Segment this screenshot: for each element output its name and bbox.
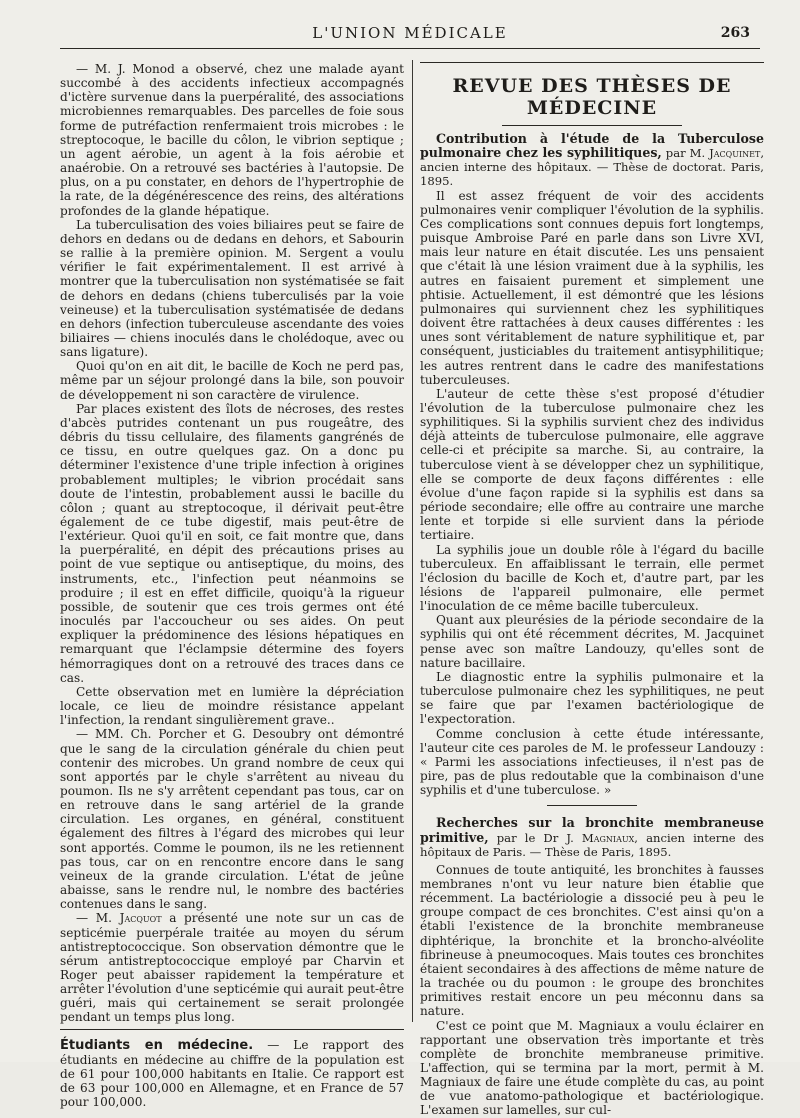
left-column [60, 62, 405, 1110]
jacquot-paragraph: — M. Jacquot a présenté une note sur un cas de septicémie puerpérale traitée au moyen du sérum antistreptococcique. Son observation démontre que le sérum antistreptococcique employé par Charvin et Roger peut abaisser rapidement la température et arrêter l'évolution d'une septicémie qui aurait peut-être guéri, mais qui certainement se serait prolongée pendant un temps plus long. [60, 911, 405, 1025]
article-2-title: Recherches sur la bronchite membraneuse primitive, [420, 815, 764, 845]
tuberculisation-paragraph: La tuberculisation des voies biliaires peut se faire de dehors en dedans ou de dedans en dehors, et Sabourin se rallie à la première opinion. M. Sergent a voulu vérifier le fait expérimentalement. Il est arrivé à montrer que la tuberculisation non systématisée se fait de dehors en dedans (chiens tuberculisés par la voie veineuse) et la tuberculisation systématisée de dedans en dehors (infection tuberculeuse ascendante des voies biliaires — chiens inoculés dans le cholédoque, avec ou sans ligature). [60, 217, 404, 360]
column-divider [412, 60, 413, 1022]
students-title: Étudiants en médecine. [60, 1037, 254, 1053]
monod-paragraph: — M. J. Monod a observé, chez une malade ayant succombé à des accidents infectieux accompagnés d'ictère survenue dans la puerpéralité, des associations microbiennes remarquables. Des parcelles de foie sous forme de putréfaction renfermaient trois microbes : le streptocoque, le bacille du côlon, le vibrion septique ; un agent aérobie, un agent à la fois aérobie et anaérobie. On a retrouvé ses bactéries à l'autopsie. De plus, on a pu constater, en dehors de l'hypertrophie de la rate, de la dégénérescence des reins, des altérations profondes de la glande hépatique. [60, 62, 404, 218]
journal-title: L'UNION MÉDICALE [312, 24, 508, 42]
article-1-paragraph-4: Quant aux pleurésies de la période secondaire de la syphilis qui ont été récemment décrites, M. Jacquinet pense avec son maître Landouzy, qu'elles sont de nature bacillaire. [420, 613, 764, 670]
article-1-paragraph-2: L'auteur de cette thèse s'est proposé d'étudier l'évolution de la tuberculose pulmonaire chez les syphilitiques. Si la syphilis survient chez des individus déjà atteints de tuberculose pulmonaire, elle aggrave celle-ci et précipite sa marche. Si, au contraire, la tuberculose vient à se développer chez un syphilitique, elle se comporte de deux façons différentes : elle évolue d'une façon rapide si la syphilis est dans sa période secondaire; elle offre au contraire une marche lente et torpide si elle survient dans la période tertiaire. [420, 386, 764, 543]
article-1-title: Contribution à l'étude de la Tuberculose pulmonaire chez les syphilitiques, [420, 131, 764, 161]
article-1-author: Jacquinet [709, 146, 761, 161]
article-1-heading: Contribution à l'étude de la Tuberculose pulmonaire chez les syphilitiques, par M. Jacquinet, ancien interne des hôpitaux. — Thèse de doctorat. Paris, 1895. [420, 131, 764, 189]
heading-rule [502, 125, 682, 126]
article-1-paragraph-3: La syphilis joue un double rôle à l'égard du bacille tuberculeux. En affaiblissant le terrain, elle permet l'éclosion du bacille de Koch et, d'autre part, par les lésions de l'appareil pulmonaire, elle permet l'inoculation de ce même bacille tuberculeux. [420, 542, 764, 614]
article-2-author: Magniaux [581, 830, 635, 845]
running-header [60, 22, 760, 49]
right-column [420, 62, 764, 1118]
article-2-paragraph-2: C'est ce point que M. Magniaux a voulu éclairer en rapportant une observation très importante et très complète de bronchite membraneuse primitive. L'affection, qui se termina par la mort, permit à M. Magniaux de faire une étude complète du cas, au point de vue anatomo-pathologique et bactériologique. L'examen sur lamelles, sur cul- [420, 1018, 764, 1118]
article-2-paragraph-1: Connues de toute antiquité, les bronchites à fausses membranes n'ont vu leur nature bien établie que récemment. La bactériologie a dissocié peu à peu le groupe compact de ces bronchites. C'est ainsi qu'on a établi l'existence de la bronchite membraneuse diphtérique, la bronchite et la broncho-alvéolite fibrineuse à pneumocoques. Mais toutes ces bronchites étaient secondaires à des affections de même nature de la trachée ou du poumon : le groupe des bronchites primitives restait encore un peu méconnu dans sa nature. [420, 862, 764, 1019]
page-number: 263 [720, 25, 750, 41]
section-heading: REVUE DES THÈSES DE MÉDECINE [452, 75, 732, 119]
top-rule [420, 62, 764, 63]
koch-paragraph: Quoi qu'on en ait dit, le bacille de Koch ne perd pas, même par un séjour prolongé dans la bile, son pouvoir de développement ni son caractère de virulence. [60, 359, 404, 402]
observation-paragraph: Cette observation met en lumière la dépréciation locale, ce lieu de moindre résistance appelant l'infection, la rendant singulièrement grave.. [60, 684, 404, 728]
porcher-paragraph: — MM. Ch. Porcher et G. Desoubry ont démontré que le sang de la circulation générale du chien peut contenir des microbes. Un grand nombre de ceux qui sont apportés par le chyle s'arrêtent au niveau du poumon. Ils ne s'y arrêtent cependant pas tous, car on en retrouve dans le sang artériel de la grande circulation. Les organes, en général, constituent également des filtres à l'égard des microbes qui leur sont apportés. Comme le poumon, ils ne les retiennent pas tous, car on en rencontre encore dans le sang veineux de la grande circulation. L'état de jeûne abaisse, sans le rendre nul, le nombre des bactéries contenues dans le sang. [60, 727, 404, 912]
article-1-paragraph-5: Le diagnostic entre la syphilis pulmonaire et la tuberculose pulmonaire chez les syphilitiques, ne peut se faire que par l'examen bactériologique de l'expectoration. [420, 669, 764, 727]
section-rule [60, 1029, 404, 1030]
students-paragraph: Étudiants en médecine. — Le rapport des étudiants en médecine au chiffre de la population est de 61 pour 100,000 habitants en Italie. Ce rapport est de 63 pour 100,000 en Allemagne, et en France de 57 pour 100,000. [60, 1037, 404, 1110]
article-1-paragraph-1: Il est assez fréquent de voir des accidents pulmonaires venir compliquer l'évolution de la syphilis. Ces complications sont connues depuis fort longtemps, puisque Ambroise Paré en parle dans son Livre XVI, mais leur nature en était discutée. Les uns pensaient que c'était là une lésion vraiment due à la syphilis, les autres en faisaient purement et simplement une phtisie. Actuellement, il est démontré que les lésions pulmonaires qui surviennent chez les syphilitiques doivent être rattachées à deux causes différentes : les unes sont véritablement de nature syphilitique et, par conséquent, justiciables du traitement antisyphilitique; les autres rentrent dans le cadre des manifestations tuberculeuses. [420, 188, 764, 387]
author-name: Jacquot [119, 911, 162, 926]
article-rule [547, 805, 637, 806]
article-1-paragraph-6: Comme conclusion à cette étude intéressante, l'auteur cite ces paroles de M. le professeur Landouzy : « Parmi les associations infectieuses, il n'est pas de pire, pas de plus redoutable que la combinaison d'une syphilis et d'une tuberculose. » [420, 726, 764, 798]
necroses-paragraph: Par places existent des îlots de nécroses, des restes d'abcès putrides contenant un pus rougeâtre, des débris du tissu cellulaire, des filaments gangrénés de ce tissu, en outre quelques gaz. On a donc pu déterminer l'existence d'une triple infection à origines probablement multiples; le vibrion procédait sans doute de l'intestin, probablement aussi le bacille du côlon ; quant au streptocoque, il dérivait peut-être également de ce tube digestif, mais peut-être de l'extérieur. Quoi qu'il en soit, ce fait montre que, dans la puerpéralité, en dépit des précautions prises au point de vue septique ou antiseptique, du moins, des instruments, etc., l'infection peut néanmoins se produire ; il est en effet difficile, quoiqu'à la rigueur possible, de soutenir que ces trois germes ont été inoculés par l'accoucheur ou ses aides. On peut expliquer la prédominence des lésions hépatiques en remarquant que l'éclampsie détermine des foyers hémorragiques dont on a retrouvé des traces dans ce cas. [60, 401, 404, 685]
article-2-heading: Recherches sur la bronchite membraneuse primitive, par le Dr J. Magniaux, ancien interne des hôpitaux de Paris. — Thèse de Paris, 1895. [420, 815, 764, 859]
